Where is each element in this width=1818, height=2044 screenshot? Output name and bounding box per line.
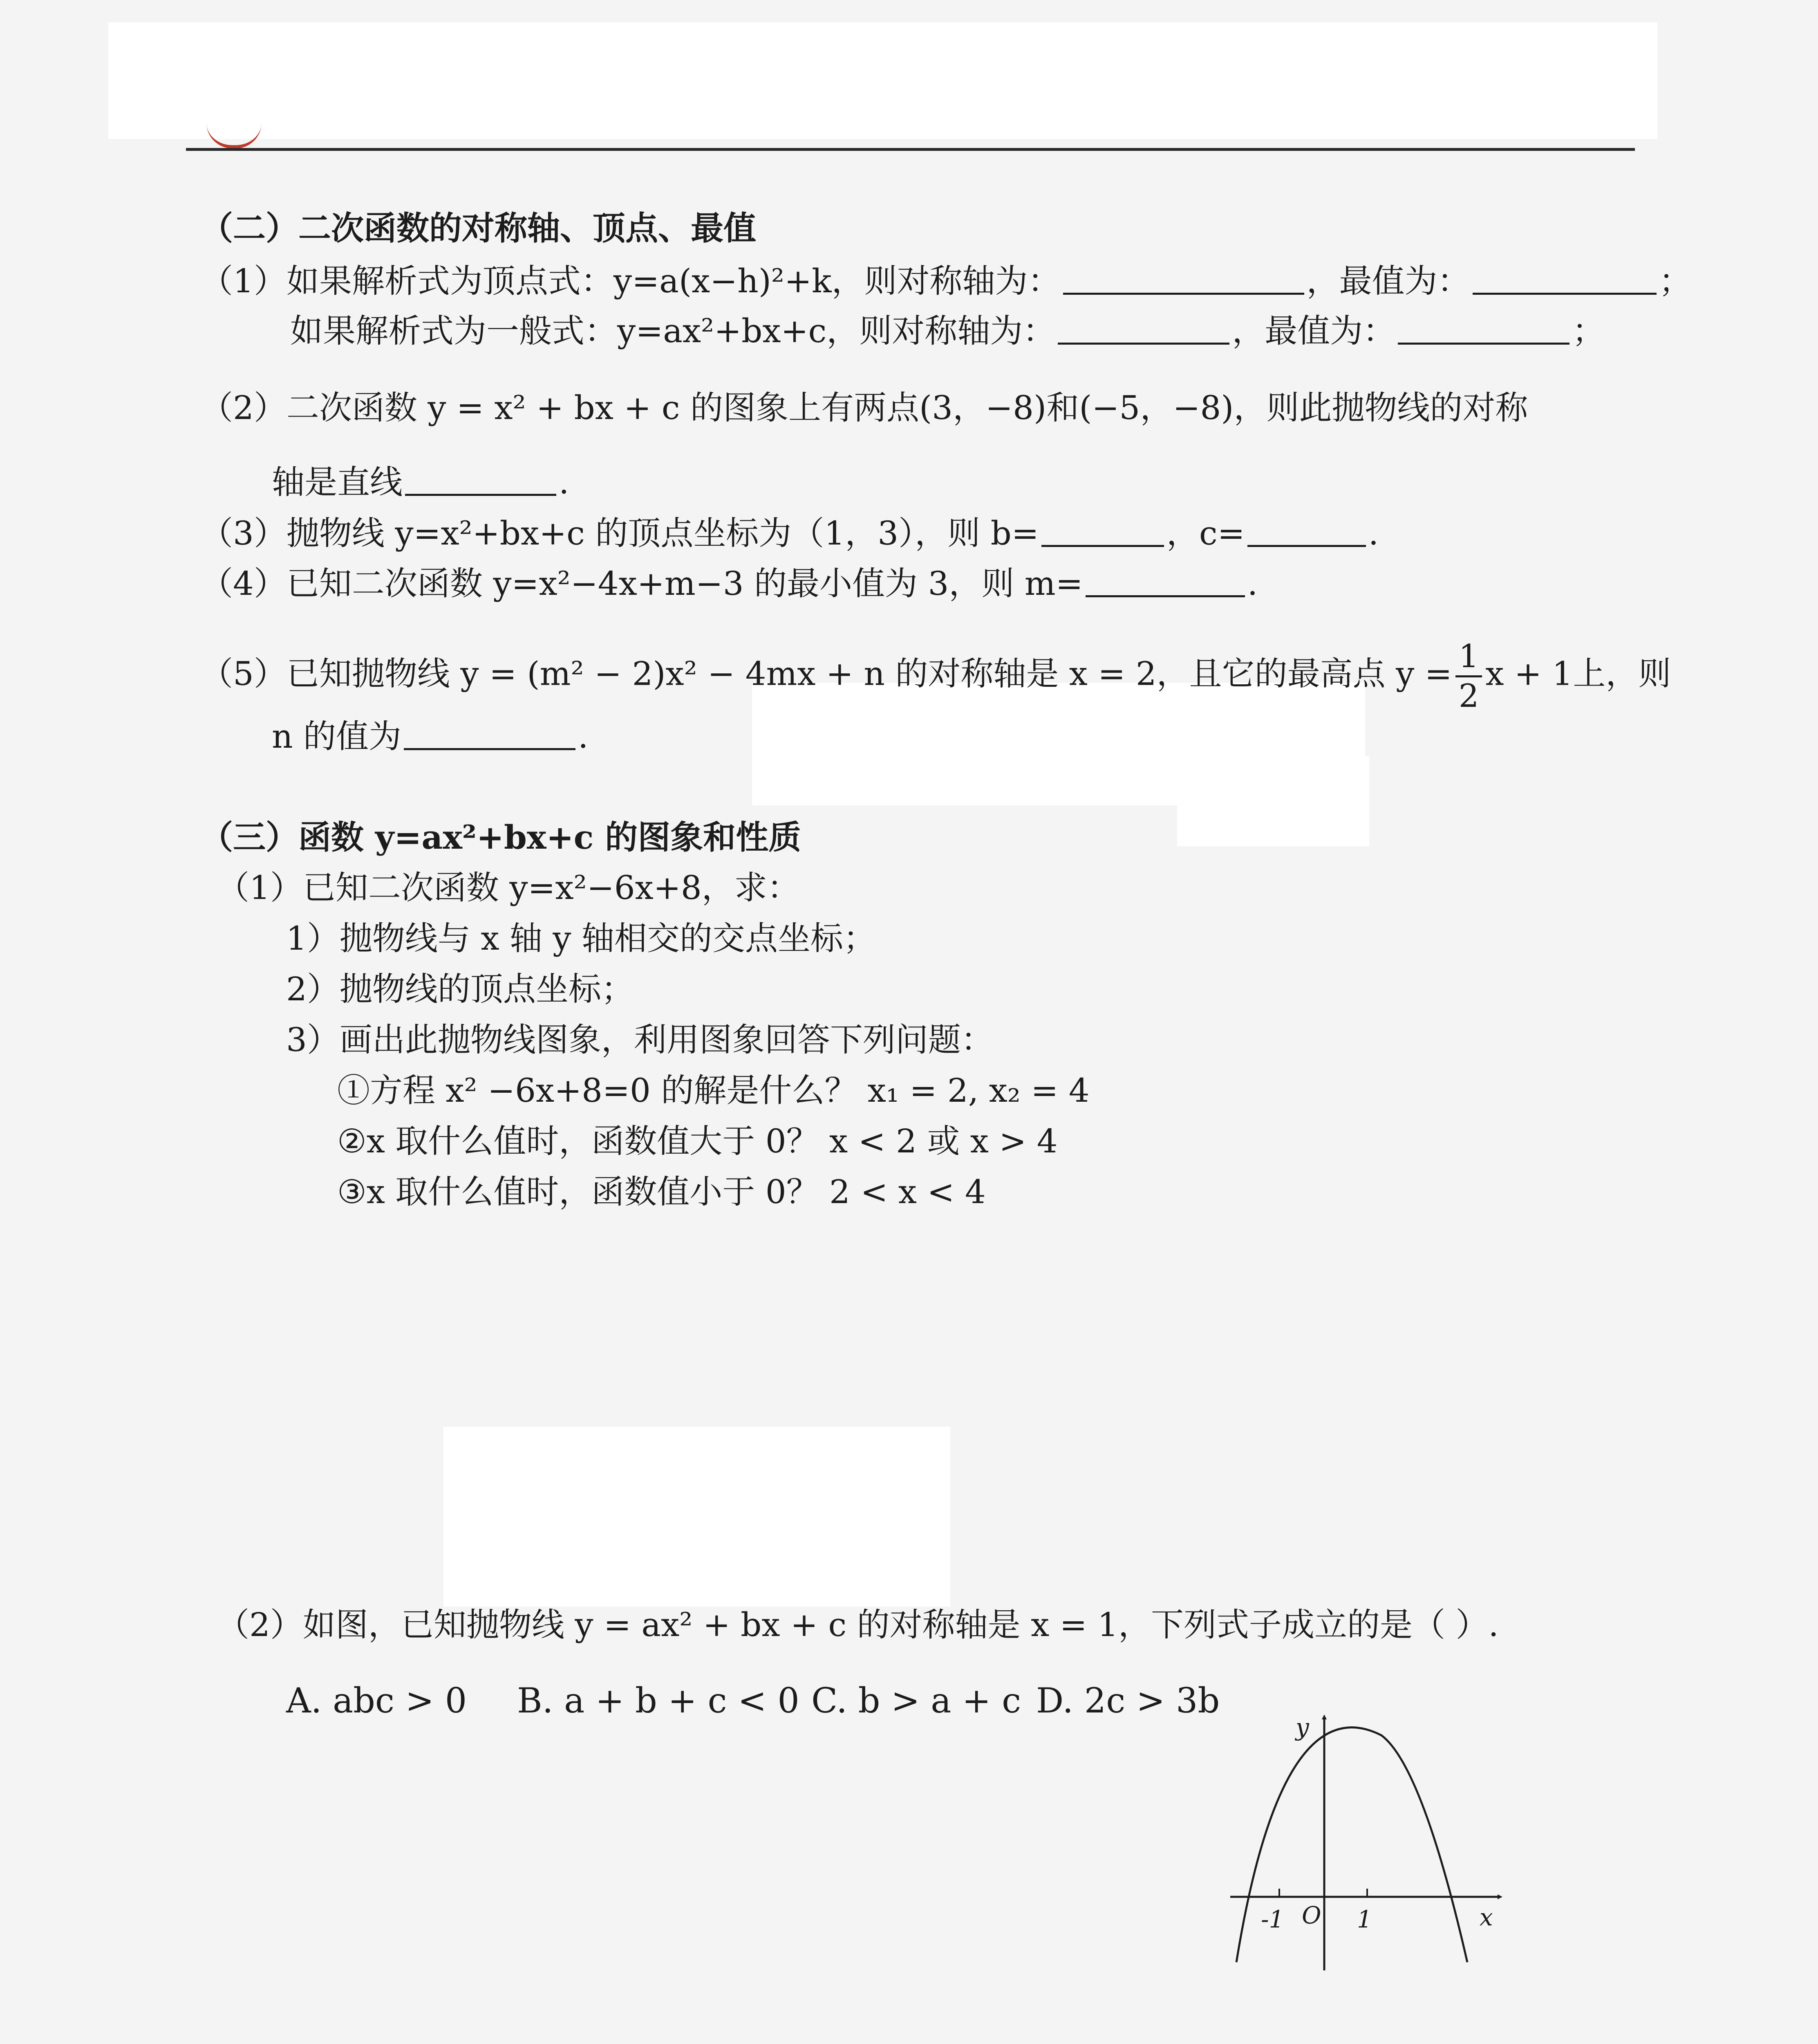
s3-q1-sub2: 2）抛物线的顶点坐标； [286, 970, 634, 1008]
s2-q5-line1 [200, 638, 1671, 715]
x-axis-label: x [1480, 1903, 1493, 1931]
s3-q1-answer-3: ③x 取什么值时，函数值小于 0？ 2 < x < 4 [337, 1173, 986, 1211]
s3-q1-sub3: 3）画出此抛物线图象，利用图象回答下列问题： [286, 1021, 994, 1059]
s3-q1-intro: （1）已知二次函数 y=x²−6x+8，求： [217, 869, 800, 907]
answer-blank[interactable] [1247, 516, 1366, 547]
s2-q1-line1-end: ； [1659, 262, 1692, 300]
option-c[interactable]: C. b > a + c [811, 1681, 1021, 1721]
s3-q1-answer-2: ②x 取什么值时，函数值大于 0？ x < 2 或 x > 4 [337, 1122, 1058, 1160]
origin-label: O [1302, 1901, 1321, 1929]
tick-1-label: 1 [1357, 1905, 1372, 1933]
s3-q1-sub1: 1）抛物线与 x 轴 y 轴相交的交点坐标； [286, 919, 876, 957]
s2-q1-line1 [200, 261, 1692, 302]
answer-blank[interactable] [1473, 264, 1657, 295]
parabola-figure [1218, 1701, 1512, 1979]
s2-q3-end: . [1368, 514, 1379, 552]
option-a[interactable]: A. abc > 0 [286, 1681, 467, 1721]
s2-q3-prefix: （3）抛物线 y=x²+bx+c 的顶点坐标为（1，3），则 b= [200, 514, 1039, 552]
s2-q4-end: . [1247, 565, 1258, 603]
header-logo-arc [206, 123, 262, 148]
fraction-denominator: 2 [1458, 678, 1479, 715]
y-axis-label: y [1296, 1713, 1309, 1741]
s2-q1-line2 [290, 311, 1605, 352]
s2-q2-line1: （2）二次函数 y = x² + bx + c 的图象上有两点(3，−8)和(−5，−8)，则此抛物线的对称 [200, 389, 1528, 427]
section-3-title: （三）函数 y=ax²+bx+c 的图象和性质 [200, 818, 802, 856]
s2-q3-mid: ，c= [1166, 514, 1245, 552]
fraction-one-half [1455, 638, 1482, 715]
s2-q3 [200, 513, 1379, 554]
option-b[interactable]: B. a + b + c < 0 [517, 1681, 799, 1721]
s2-q5-line2-end: . [578, 717, 589, 755]
s2-q1-line2-prefix: 如果解析式为一般式：y=ax²+bx+c，则对称轴为： [290, 312, 1056, 350]
answer-blank[interactable] [1041, 516, 1164, 547]
s2-q1-line1-mid: ，最值为： [1306, 262, 1470, 300]
s2-q5-line2 [272, 716, 588, 757]
answer-blank[interactable] [1063, 264, 1304, 295]
s2-q1-line2-mid: ，最值为： [1232, 312, 1396, 350]
s2-q2-line2-prefix: 轴是直线 [272, 463, 403, 501]
s3-q1-answer-1: ①方程 x² −6x+8=0 的解是什么？ x₁ = 2, x₂ = 4 [337, 1071, 1090, 1109]
answer-blank[interactable] [1058, 314, 1229, 345]
s2-q4 [200, 563, 1258, 604]
s2-q5-line2-prefix: n 的值为 [272, 717, 401, 755]
redacted-patch [1177, 756, 1369, 846]
header-rule [186, 148, 1635, 151]
s2-q1-line1-prefix: （1）如果解析式为顶点式：y=a(x−h)²+k，则对称轴为： [200, 262, 1061, 300]
option-d[interactable]: D. 2c > 3b [1036, 1681, 1220, 1721]
s2-q4-prefix: （4）已知二次函数 y=x²−4x+m−3 的最小值为 3，则 m= [200, 565, 1083, 603]
answer-blank[interactable] [1398, 314, 1569, 345]
s2-q5-line1-prefix: （5）已知抛物线 y = (m² − 2)x² − 4mx + n 的对称轴是 x = 2，且它的最高点 y = [200, 654, 1452, 693]
tick-neg1-label: -1 [1261, 1905, 1284, 1933]
answer-blank[interactable] [404, 719, 575, 750]
s2-q2-line2-end: . [559, 463, 569, 501]
section-2-title: （二）二次函数的对称轴、顶点、最值 [200, 209, 756, 247]
s2-q2-line2 [272, 462, 569, 503]
s2-q5-line1-suffix: x + 1上，则 [1485, 654, 1671, 693]
answer-blank[interactable] [405, 465, 556, 496]
answer-blank[interactable] [1086, 567, 1245, 597]
redacted-patch [443, 1427, 950, 1607]
s3-q2-stem: （2）如图，已知抛物线 y = ax² + bx + c 的对称轴是 x = 1，下列式子成立的是（ ）. [217, 1606, 1499, 1644]
s2-q1-line2-end: ； [1572, 312, 1605, 350]
fraction-numerator: 1 [1455, 638, 1482, 677]
header-area [108, 22, 1657, 139]
